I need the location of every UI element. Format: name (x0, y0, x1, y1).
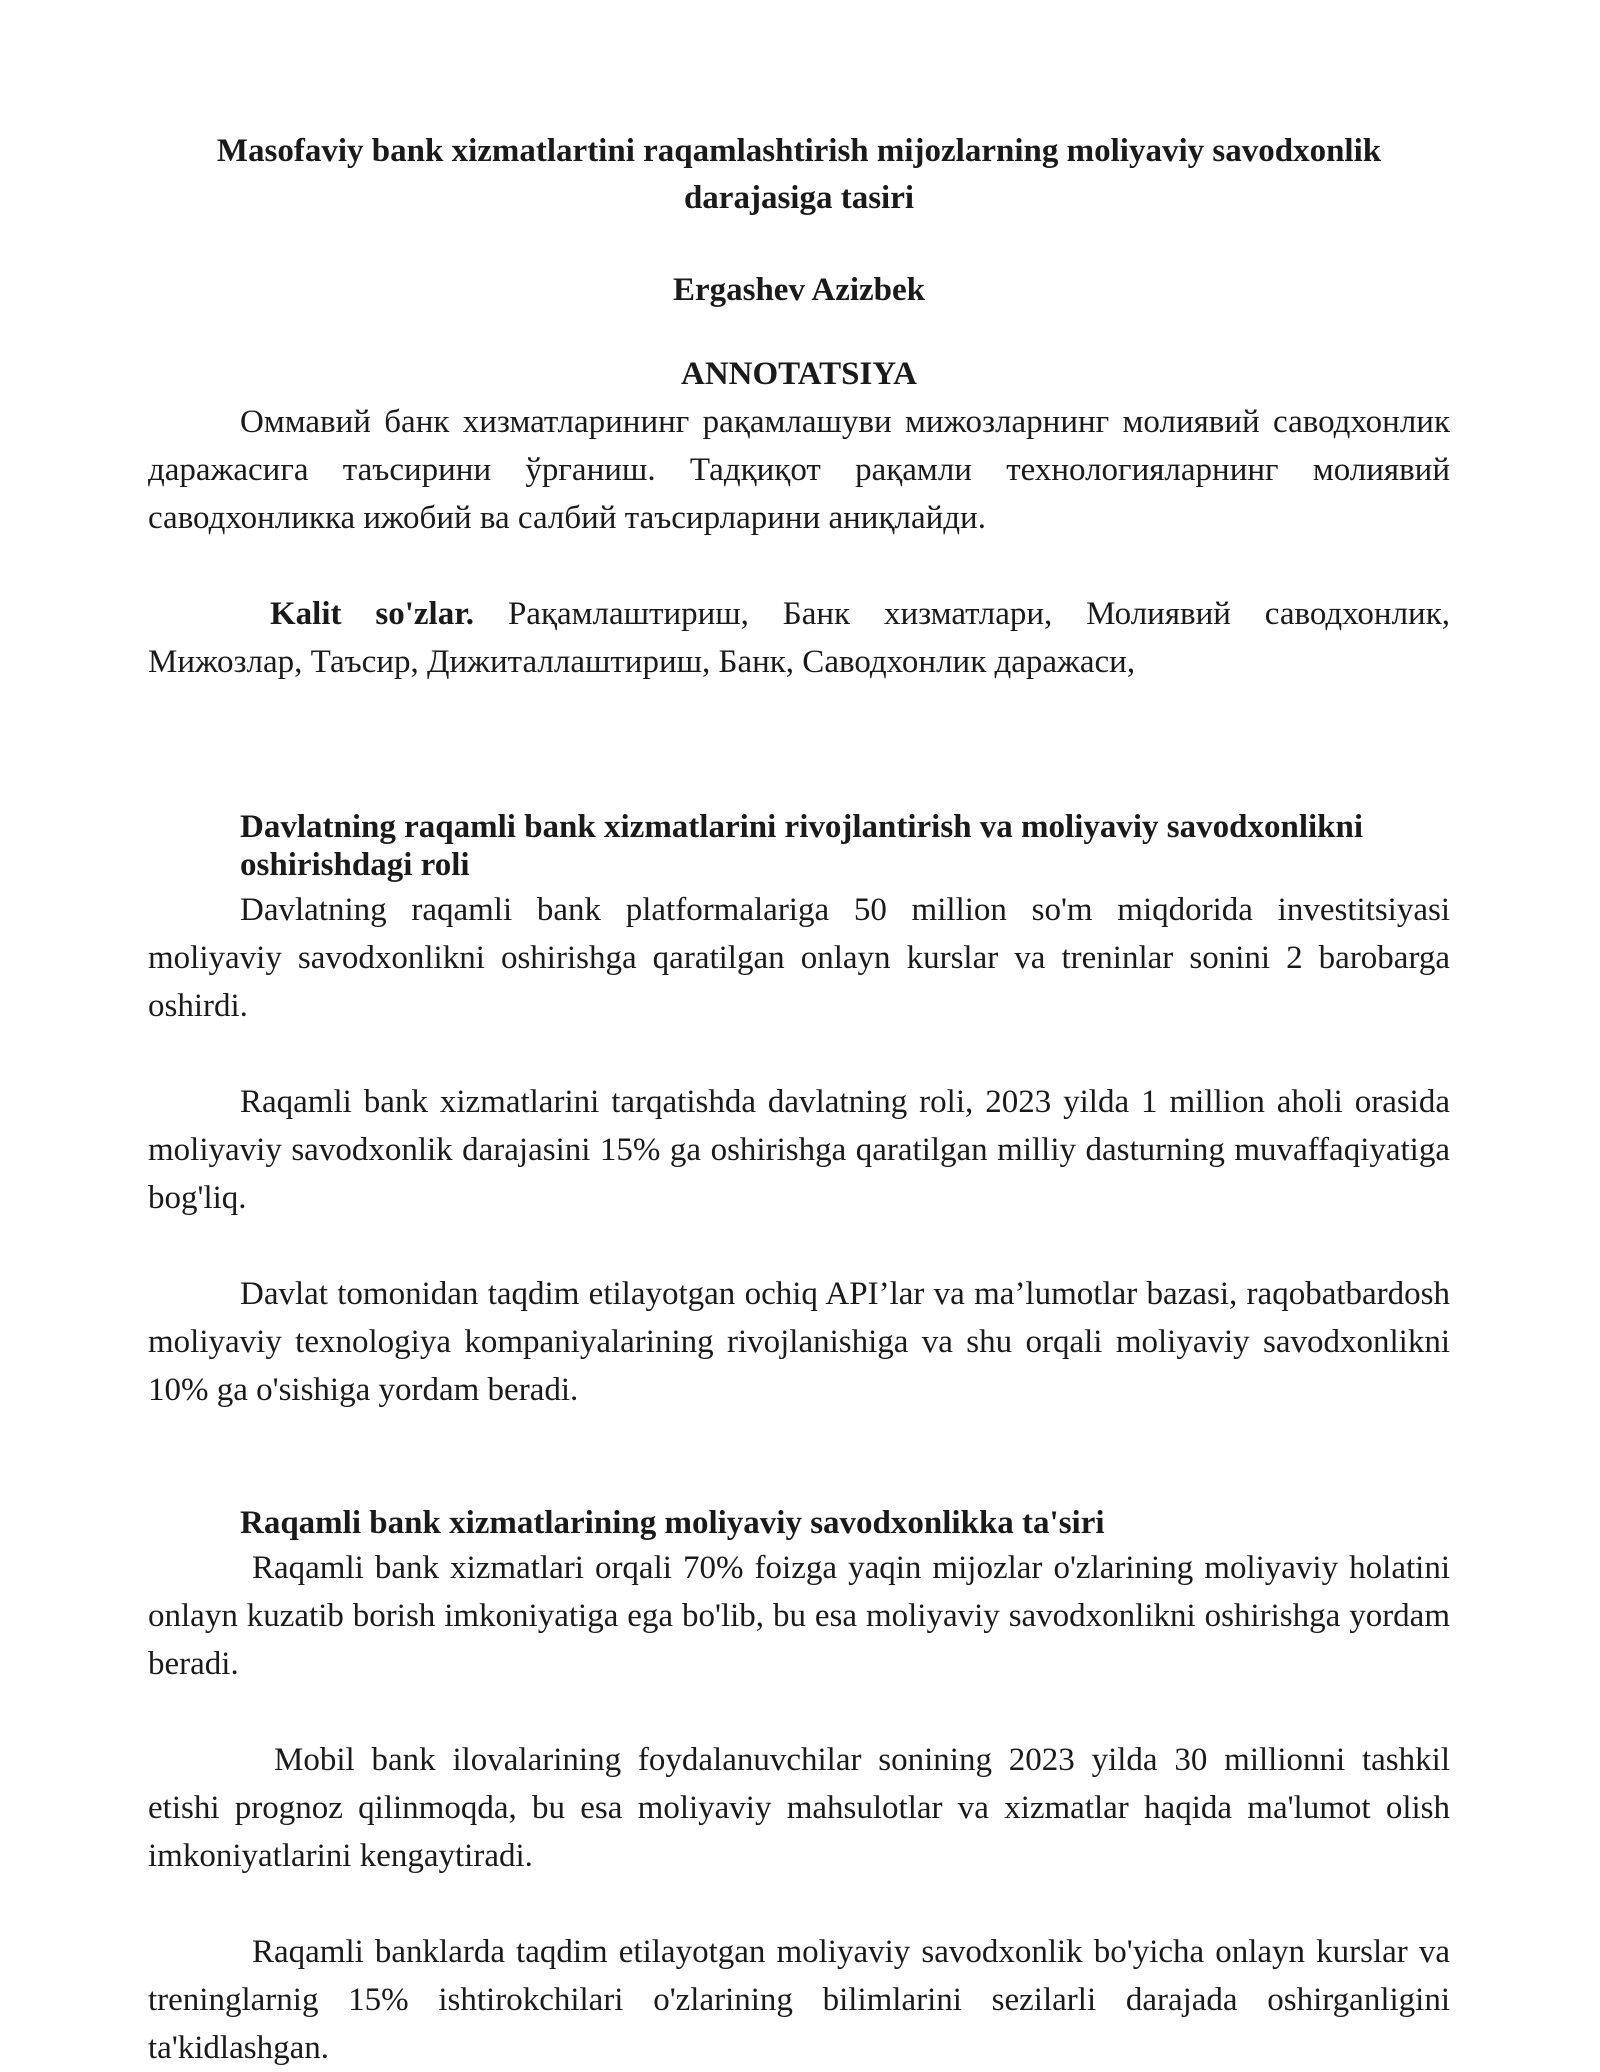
section-heading-impact: Raqamli bank xizmatlarining moliyaviy savodxonlikka ta'siri (240, 1505, 1105, 1541)
annotation-heading: ANNOTATSIYA (681, 356, 917, 392)
section-heading-state-role: Davlatning raqamli bank xizmatlarini rivojlantirish va moliyaviy savodxonlikni oshirishdagi roli (240, 809, 1364, 883)
annotation-text: Оммавий банк хизматларининг рақамлашуви мижозларнинг молиявий саводхонлик даражасига таъсирини ўрганиш. Тадқиқот рақамли технологияларнинг молиявий саводхонликка ижобий ва салбий таъсирларини аниқлайди. (148, 404, 1450, 536)
section-1-paragraph-3: Davlat tomonidan taqdim etilayotgan ochiq API’lar va ma’lumotlar bazasi, raqobatbardosh moliyaviy texnologiya kompaniyalarining rivojlanishiga va shu orqali moliyaviy savodxonlikni 10% ga o'sishiga yordam beradi. (148, 1276, 1450, 1408)
keywords-paragraph (148, 590, 1450, 686)
document-page (148, 128, 1450, 2072)
section-2-paragraph-2: Mobil bank ilovalarining foydalanuvchilar sonining 2023 yilda 30 millionni tashkil etishi prognoz qilinmoqda, bu esa moliyaviy mahsulotlar va xizmatlar haqida ma'lumot olish imkoniyatlarini kengaytiradi. (148, 1742, 1450, 1874)
section-2-paragraph-3: Raqamli banklarda taqdim etilayotgan moliyaviy savodxonlik bo'yicha onlayn kurslar va treninglarnig 15% ishtirokchilari o'zlarining bilimlarini sezilarli darajada oshirganligini ta'kidlashgan. (148, 1934, 1450, 2066)
document-title: Masofaviy bank xizmatlartini raqamlashtirish mijozlarning moliyaviy savodxonlik darajasiga tasiri (216, 133, 1382, 216)
section-2-paragraph-1: Raqamli bank xizmatlari orqali 70% foizga yaqin mijozlar o'zlarining moliyaviy holatini onlayn kuzatib borish imkoniyatiga ega bo'lib, bu esa moliyaviy savodxonlikni oshirishga yordam beradi. (148, 1550, 1450, 1682)
keywords-text: Рақамлаштириш, Банк хизматлари, Молиявий саводхонлик, Мижозлар, Таъсир, Дижиталлаштириш, Банк, Саводхонлик даражаси, (148, 596, 1450, 680)
section-1-paragraph-2: Raqamli bank xizmatlarini tarqatishda davlatning roli, 2023 yilda 1 million aholi orasida moliyaviy savodxonlik darajasini 15% ga oshirishga qaratilgan milliy dasturning muvaffaqiyatiga bog'liq. (148, 1084, 1450, 1216)
section-1-paragraph-1: Davlatning raqamli bank platformalariga 50 million so'm miqdorida investitsiyasi moliyaviy savodxonlikni oshirishga qaratilgan onlayn kurslar va treninlar sonini 2 barobarga oshirdi. (148, 892, 1450, 1024)
author-name: Ergashev Azizbek (672, 272, 926, 308)
keywords-label: Kalit so'zlar. (270, 596, 475, 632)
